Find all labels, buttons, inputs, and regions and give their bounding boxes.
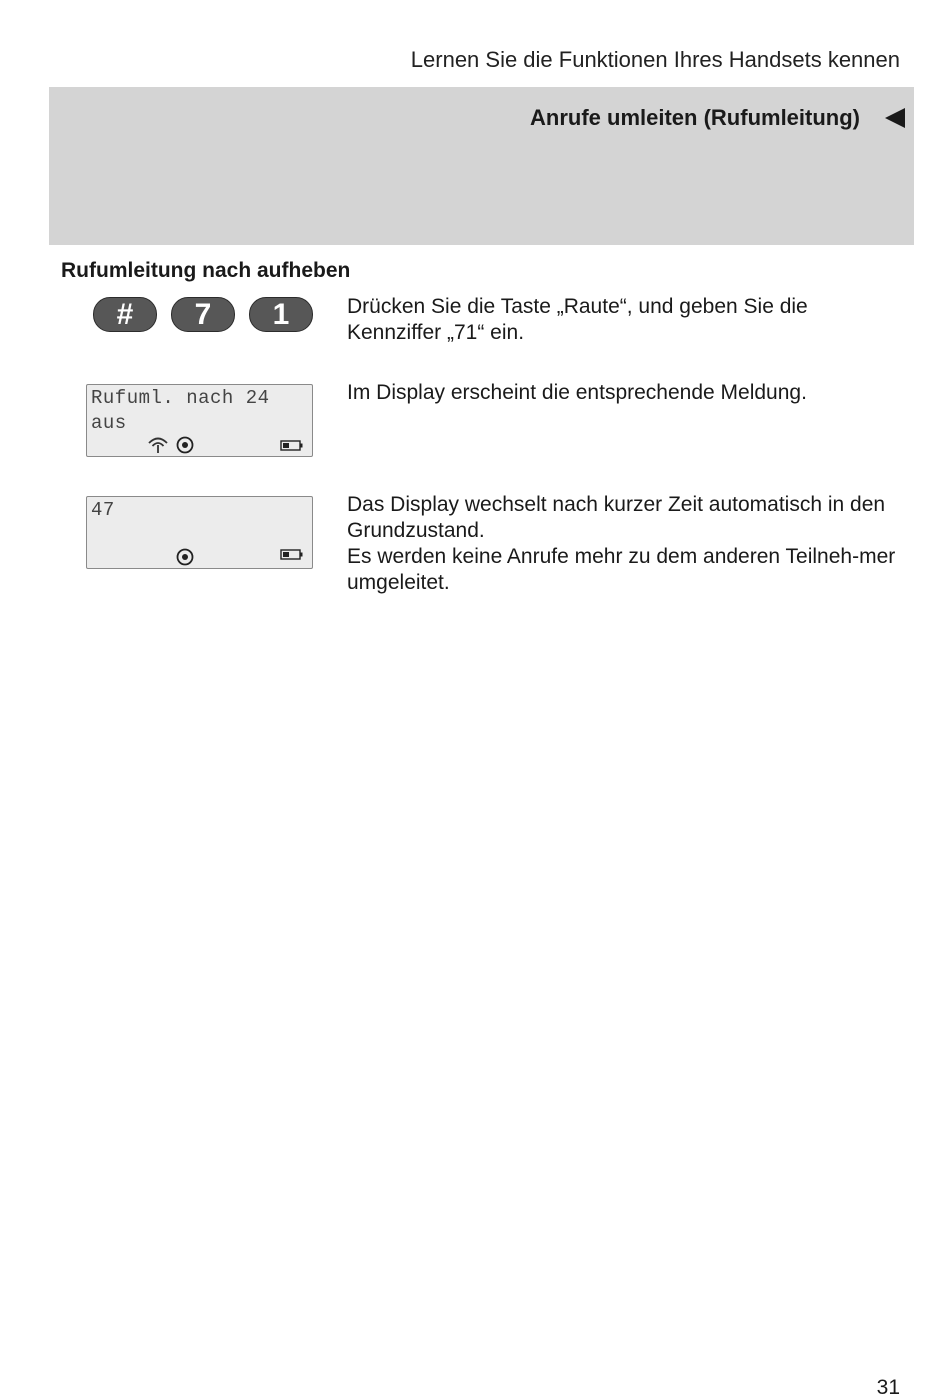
running-header: Lernen Sie die Funktionen Ihres Handsets kennen bbox=[410, 47, 900, 72]
triangle-left-icon bbox=[884, 107, 906, 129]
chapter-banner bbox=[49, 87, 914, 245]
display-line-2: aus bbox=[91, 412, 127, 434]
display-line-1: Rufuml. nach 24 bbox=[91, 387, 270, 409]
target-icon bbox=[176, 436, 194, 454]
display-idle bbox=[86, 496, 313, 569]
page-number: 31 bbox=[876, 1376, 900, 1398]
step-3-line-2: Es werden keine Anrufe mehr zu dem anderen Teilneh-mer umgeleitet. bbox=[347, 545, 896, 594]
step-2-description: Im Display erscheint die entsprechende Meldung. bbox=[347, 381, 807, 404]
chapter-title: Anrufe umleiten (Rufumleitung) bbox=[530, 105, 860, 130]
step-3-line-1: Das Display wechselt nach kurzer Zeit automatisch in den Grundzustand. bbox=[347, 493, 886, 542]
battery-icon bbox=[280, 549, 304, 560]
section-heading: Rufumleitung nach aufheben bbox=[61, 259, 351, 282]
key-7: 7 bbox=[171, 297, 235, 332]
display-message bbox=[86, 384, 313, 457]
step-3-description bbox=[347, 492, 907, 596]
display-idle-line-1: 47 bbox=[91, 499, 115, 521]
key-1: 1 bbox=[249, 297, 313, 332]
battery-icon bbox=[280, 440, 304, 451]
antenna-icon bbox=[147, 436, 169, 453]
target-icon bbox=[176, 548, 194, 566]
key-hash: # bbox=[93, 297, 157, 332]
step-1-description: Drücken Sie die Taste „Raute“, und geben Sie die Kennziffer „71“ ein. bbox=[347, 295, 808, 344]
